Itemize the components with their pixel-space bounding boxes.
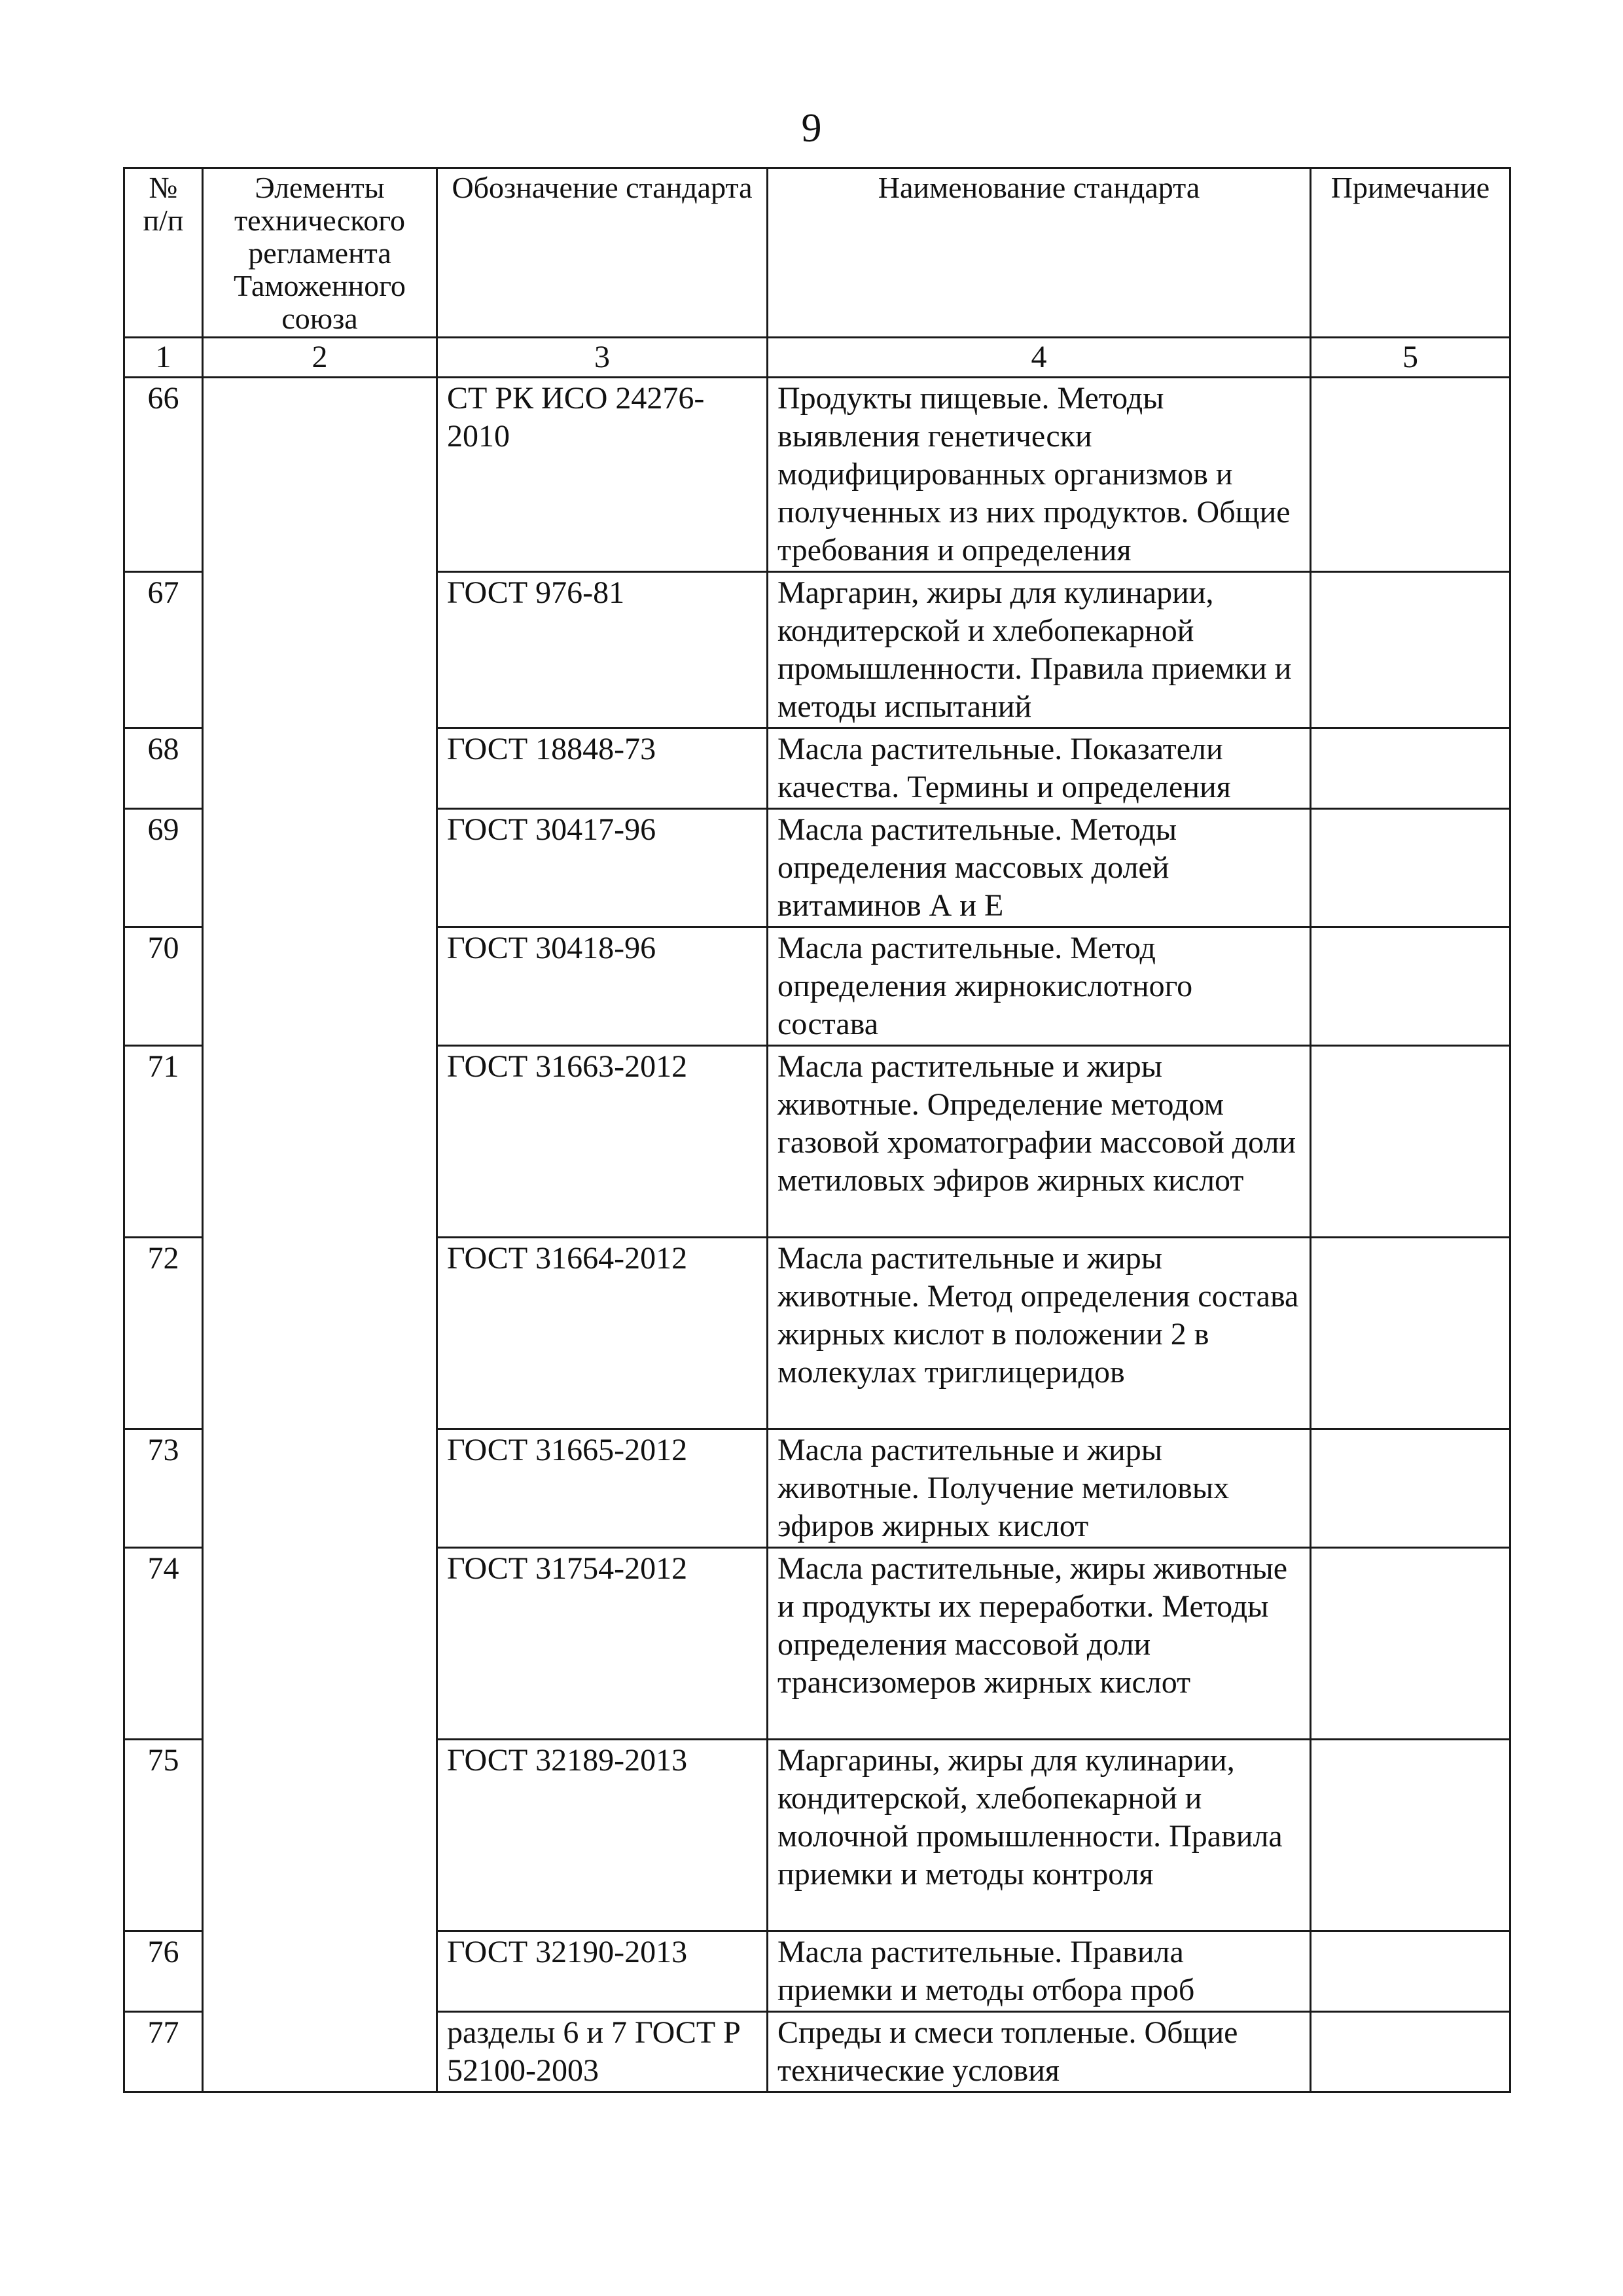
header-name: Наименование стандарта — [768, 168, 1311, 338]
standard-designation: ГОСТ 31665-2012 — [437, 1429, 768, 1548]
row-number: 76 — [124, 1931, 203, 2012]
standard-designation: ГОСТ 18848-73 — [437, 728, 768, 809]
header-designation: Обозначение стандарта — [437, 168, 768, 338]
standard-designation: СТ РК ИСО 24276-2010 — [437, 378, 768, 572]
page-number: 9 — [801, 106, 822, 151]
standard-designation: ГОСТ 31663-2012 — [437, 1046, 768, 1238]
row-number: 67 — [124, 572, 203, 728]
note-cell — [1311, 1548, 1510, 1740]
table-header-row — [124, 168, 1510, 338]
header-note: Примечание — [1311, 168, 1510, 338]
standard-name: Масла растительные. Показатели качества. Термины и определения — [768, 728, 1311, 809]
standard-designation: ГОСТ 30417-96 — [437, 809, 768, 927]
note-cell — [1311, 1931, 1510, 2012]
header-num: № п/п — [124, 168, 203, 338]
note-cell — [1311, 728, 1510, 809]
row-number: 69 — [124, 809, 203, 927]
note-cell — [1311, 1046, 1510, 1238]
standard-name: Продукты пищевые. Методы выявления генетически модифицированных организмов и полученных из них продуктов. Общие требования и определения — [768, 378, 1311, 572]
standard-name: Спреды и смеси топленые. Общие технические условия — [768, 2012, 1311, 2092]
note-cell — [1311, 809, 1510, 927]
standard-name: Масла растительные. Правила приемки и методы отбора проб — [768, 1931, 1311, 2012]
standard-name: Маргарины, жиры для кулинарии, кондитерской, хлебопекарной и молочной промышленности. Правила приемки и методы контроля — [768, 1740, 1311, 1931]
standard-designation: ГОСТ 976-81 — [437, 572, 768, 728]
row-number: 74 — [124, 1548, 203, 1740]
column-number: 4 — [768, 338, 1311, 378]
standard-name: Масла растительные, жиры животные и продукты их переработки. Методы определения массовой доли трансизомеров жирных кислот — [768, 1548, 1311, 1740]
standard-designation: ГОСТ 31664-2012 — [437, 1238, 768, 1429]
note-cell — [1311, 1238, 1510, 1429]
table-row — [124, 378, 1510, 572]
row-number: 71 — [124, 1046, 203, 1238]
standard-name: Маргарин, жиры для кулинарии, кондитерской и хлебопекарной промышленности. Правила приемки и методы испытаний — [768, 572, 1311, 728]
note-cell — [1311, 1429, 1510, 1548]
header-elements: Элементы технического регламента Таможенного союза — [203, 168, 437, 338]
elements-cell — [203, 378, 437, 2092]
standard-name: Масла растительные и жиры животные. Метод определения состава жирных кислот в положении 2 в молекулах триглицеридов — [768, 1238, 1311, 1429]
column-number: 5 — [1311, 338, 1510, 378]
standard-designation: разделы 6 и 7 ГОСТ Р 52100-2003 — [437, 2012, 768, 2092]
column-number: 1 — [124, 338, 203, 378]
standard-designation: ГОСТ 31754-2012 — [437, 1548, 768, 1740]
standard-designation: ГОСТ 32190-2013 — [437, 1931, 768, 2012]
standard-designation: ГОСТ 32189-2013 — [437, 1740, 768, 1931]
note-cell — [1311, 378, 1510, 572]
row-number: 72 — [124, 1238, 203, 1429]
standard-name: Масла растительные. Методы определения массовых долей витаминов А и Е — [768, 809, 1311, 927]
note-cell — [1311, 1740, 1510, 1931]
row-number: 66 — [124, 378, 203, 572]
column-number: 2 — [203, 338, 437, 378]
standards-table — [123, 167, 1511, 2093]
standard-name: Масла растительные и жиры животные. Получение метиловых эфиров жирных кислот — [768, 1429, 1311, 1548]
column-number: 3 — [437, 338, 768, 378]
column-number-row — [124, 338, 1510, 378]
row-number: 68 — [124, 728, 203, 809]
row-number: 75 — [124, 1740, 203, 1931]
standard-designation: ГОСТ 30418-96 — [437, 927, 768, 1046]
standard-name: Масла растительные. Метод определения жирнокислотного состава — [768, 927, 1311, 1046]
standard-name: Масла растительные и жиры животные. Определение методом газовой хроматографии массовой доли метиловых эфиров жирных кислот — [768, 1046, 1311, 1238]
note-cell — [1311, 572, 1510, 728]
row-number: 73 — [124, 1429, 203, 1548]
row-number: 77 — [124, 2012, 203, 2092]
row-number: 70 — [124, 927, 203, 1046]
note-cell — [1311, 927, 1510, 1046]
note-cell — [1311, 2012, 1510, 2092]
